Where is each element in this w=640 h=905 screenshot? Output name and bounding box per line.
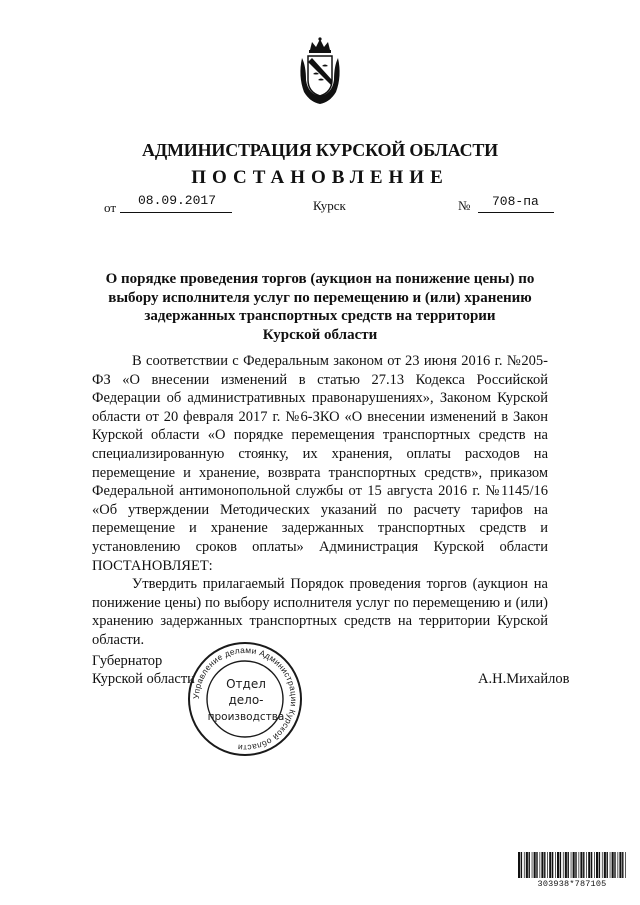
document-type: ПОСТАНОВЛЕНИЕ xyxy=(191,167,449,188)
position-line: Курской области xyxy=(92,671,195,687)
barcode-bar xyxy=(568,852,569,878)
barcode-bar xyxy=(575,852,576,878)
body-paragraph: Утвердить прилагаемый Порядок проведения торгов (аукцион на понижение цены) по выбору исполнителя услуг по перемещению и (или) хранению задержанных транспортных средств на территории Курской области. xyxy=(92,576,548,648)
barcode-bar xyxy=(580,852,582,878)
barcode-bar xyxy=(583,852,584,878)
barcode-bar xyxy=(544,852,545,878)
barcode-bar xyxy=(614,852,615,878)
barcode-bar xyxy=(599,852,600,878)
date-label: от xyxy=(104,200,117,215)
organization-title: АДМИНИСТРАЦИЯ КУРСКОЙ ОБЛАСТИ xyxy=(142,140,498,160)
barcode-bar xyxy=(571,852,572,878)
barcode-bar xyxy=(563,852,564,878)
barcode-bar xyxy=(565,852,567,878)
barcode-bar xyxy=(549,852,551,878)
position-line: Губернатор xyxy=(92,653,163,669)
barcode-bar xyxy=(560,852,561,878)
barcode-bar xyxy=(622,852,623,878)
coat-of-arms-icon xyxy=(296,36,344,106)
barcode xyxy=(517,852,627,878)
number-underline xyxy=(478,212,554,213)
barcode-bar xyxy=(591,852,592,878)
barcode-bar xyxy=(526,852,528,878)
barcode-bar xyxy=(619,852,621,878)
barcode-bar xyxy=(518,852,520,878)
stamp-ring-text: Управление делами Администрации Курской области xyxy=(190,644,300,754)
date-underline xyxy=(120,212,232,213)
barcode-bar xyxy=(521,852,522,878)
barcode-bar xyxy=(541,852,543,878)
document-number: 708-па xyxy=(492,194,539,209)
document-body xyxy=(92,352,548,650)
stamp-center-line: производства xyxy=(207,711,285,723)
barcode-bar xyxy=(594,852,595,878)
signatory-name: А.Н.Михайлов xyxy=(478,671,570,687)
barcode-bar xyxy=(552,852,553,878)
barcode-bar xyxy=(529,852,530,878)
barcode-bar xyxy=(618,852,619,878)
barcode-bar xyxy=(588,852,590,878)
number-label: № xyxy=(458,198,471,213)
signatory-position xyxy=(92,652,195,688)
document-date: 08.09.2017 xyxy=(138,193,217,208)
barcode-bar xyxy=(586,852,587,878)
barcode-bar xyxy=(573,852,575,878)
barcode-bar xyxy=(610,852,611,878)
barcode-bar xyxy=(540,852,541,878)
barcode-number: 303938*787105 xyxy=(537,879,607,889)
subject-line: Курской области xyxy=(262,326,378,343)
barcode-bar xyxy=(602,852,603,878)
barcode-bar xyxy=(536,852,537,878)
barcode-bar xyxy=(604,852,606,878)
city: Курск xyxy=(313,198,346,213)
barcode-bar xyxy=(557,852,559,878)
barcode-bar xyxy=(534,852,536,878)
barcode-bar xyxy=(524,852,525,878)
barcode-bar xyxy=(579,852,580,878)
document-subject xyxy=(96,270,544,344)
stamp-center-line: дело- xyxy=(228,693,264,707)
barcode-bar xyxy=(555,852,556,878)
stamp-center-line: Отдел xyxy=(226,677,266,691)
barcode-bar xyxy=(547,852,548,878)
barcode-bar xyxy=(607,852,608,878)
barcode-bar xyxy=(625,852,626,878)
barcode-bar xyxy=(612,852,614,878)
subject-line: О порядке проведения торгов (аукцион на понижение цены) по xyxy=(105,271,535,287)
office-stamp xyxy=(186,640,304,758)
barcode-bar xyxy=(532,852,533,878)
body-paragraph: В соответствии с Федеральным законом от 23 июня 2016 г. №205-ФЗ «О внесении изменений в статью 27.13 Кодекса Российской Федерации об административных правонарушениях», Законом Курской области от 20 февраля 2017 г. №6-ЗКО «О внесении изменений в Закон Курской области «О порядке перемещения транспортных средств на специализированную стоянку, их хранения, оплаты расходов на перемещение и хранение, возврата транспортных средств», приказом Федеральной антимонопольной службы от 15 августа 2016 г. №1145/16 «Об утверждении Методических указаний по расчету тарифов на перемещение и хранение задержанных транспортных средств и установлению сроков оплаты» Администрация Курской области ПОСТАНОВЛЯЕТ: xyxy=(92,353,548,574)
barcode-bar xyxy=(596,852,598,878)
subject-line: выбору исполнителя услуг по перемещению и (или) хранению xyxy=(108,289,532,306)
subject-line: задержанных транспортных средств на территории xyxy=(144,308,496,324)
